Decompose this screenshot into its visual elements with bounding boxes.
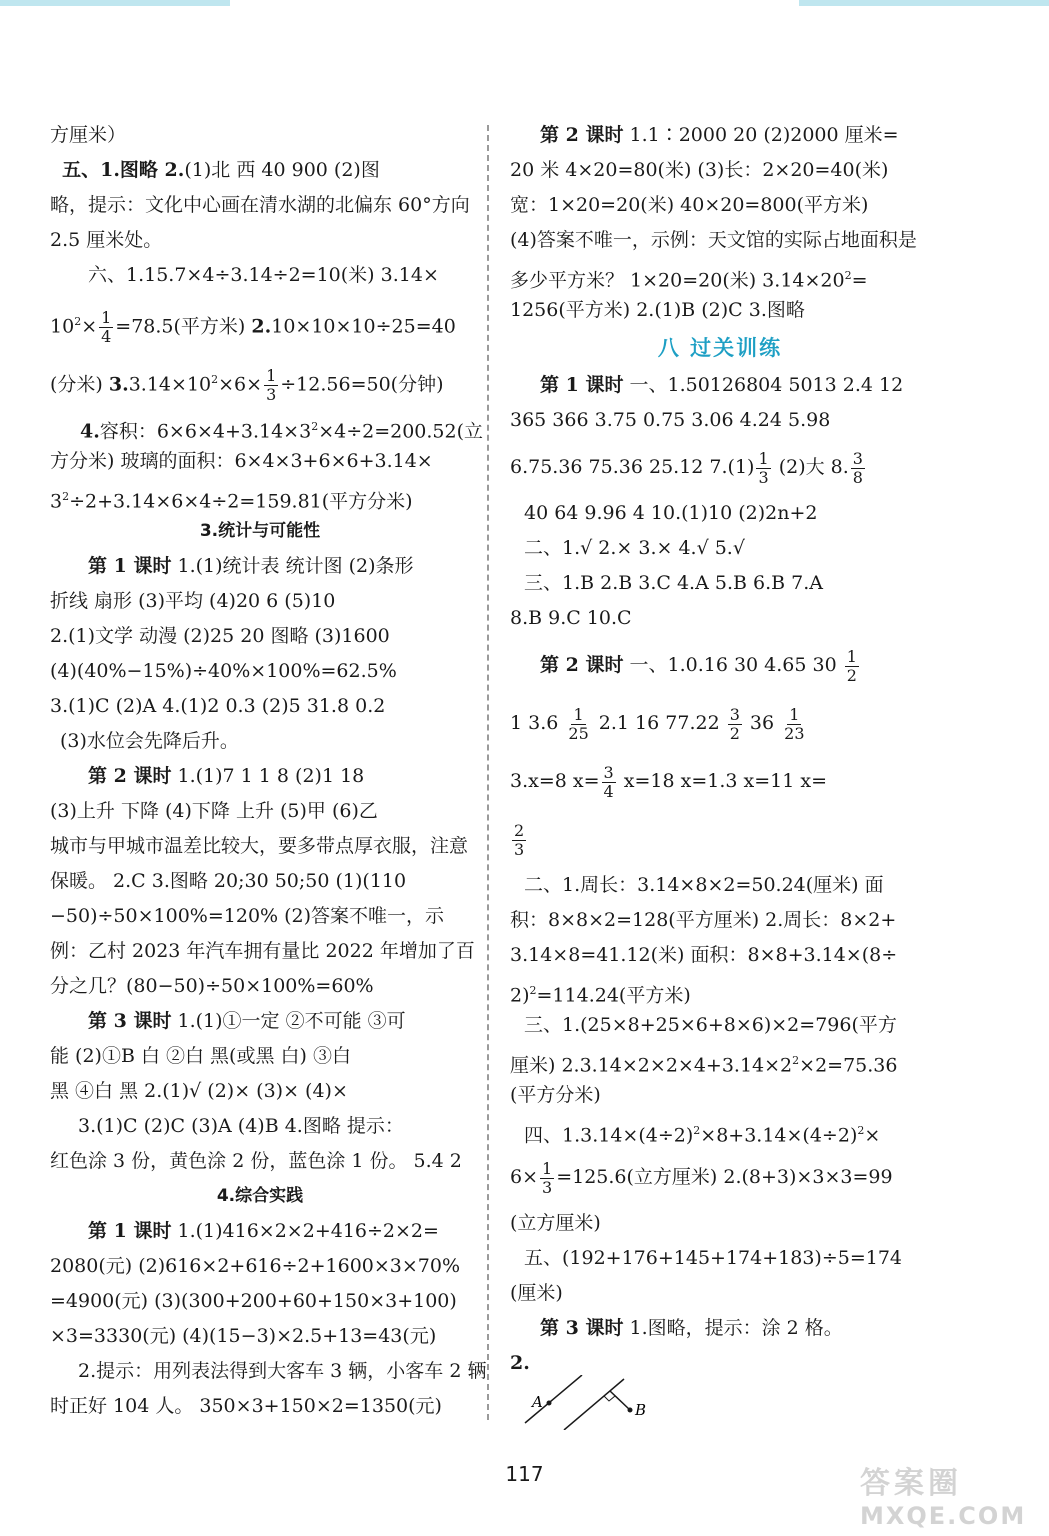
answer-text: ×2=75.36: [799, 1054, 898, 1077]
bold-label: 2.: [157, 159, 185, 181]
text-line: [50, 293, 470, 351]
lesson-label: 第 2 课时: [88, 765, 172, 787]
text-line: 2.提示：用列表法得到大客车 3 辆，小客车 2 辆: [78, 1360, 487, 1382]
answer-text: 6.75.36 75.36 25.12 7.(1): [510, 456, 755, 478]
point-a: [547, 1401, 552, 1406]
text-line: (平方分米): [510, 1084, 601, 1106]
text-line: [510, 636, 930, 694]
superscript: 2: [529, 984, 537, 997]
answer-text: =78.5(平方米): [115, 315, 252, 338]
watermark-title: 答案圈: [860, 1466, 962, 1501]
answer-text: 10: [50, 315, 75, 338]
superscript: 2: [74, 315, 82, 328]
text-line: (3)水位会先降后升。: [60, 730, 239, 752]
answer-text: =125.6(立方厘米) 2.(8+3)×3×3=99: [556, 1166, 893, 1188]
bold-label: 五、1.图略: [62, 159, 158, 181]
answer-text: 3: [50, 490, 63, 513]
answer-text: 厘米) 2.3.14×2×2×4+3.14×2: [510, 1054, 793, 1077]
text-line: 8.B 9.C 10.C: [510, 607, 632, 629]
text-line: 2.: [510, 1352, 530, 1374]
lesson-label: 第 1 课时: [88, 555, 172, 577]
fraction: $\frac{3}{2}$: [729, 704, 740, 743]
superscript: 2: [62, 490, 70, 503]
right-angle-mark: [604, 1396, 615, 1401]
point-b: [628, 1408, 633, 1413]
superscript: 2: [792, 1054, 800, 1067]
text-line: =4900(元) (3)(300+200+60+150×3+100): [50, 1290, 457, 1312]
superscript: 2: [857, 1124, 865, 1137]
text-line: ×3=3330(元) (4)(15−3)×2.5+13=43(元): [50, 1325, 437, 1347]
answer-text: =: [851, 269, 868, 292]
point-a-label: A: [532, 1393, 543, 1411]
superscript: 2: [211, 373, 219, 386]
answer-text: 1.(1)①一定 ②不可能 ③可: [171, 1010, 406, 1032]
text-line: [510, 258, 930, 293]
right-column: [510, 118, 930, 1381]
answer-text: (分米): [50, 373, 109, 396]
text-line: 365 366 3.75 0.75 3.06 4.24 5.98: [510, 409, 831, 431]
text-line: [50, 479, 470, 514]
answer-text: 36: [743, 712, 781, 734]
section-heading: 3.统计与可能性: [199, 521, 321, 541]
text-line: (4)答案不唯一，示例：天文馆的实际占地面积是: [510, 229, 917, 251]
text-line: [510, 1148, 930, 1206]
text-line: [50, 1214, 470, 1249]
left-column: [50, 118, 487, 1424]
text-line: (立方厘米): [510, 1212, 601, 1234]
text-line: 保暖。 2.C 3.图略 20;30 50;50 (1)(110: [50, 870, 407, 892]
answer-text: 四、1.3.14×(4÷2): [524, 1124, 694, 1147]
superscript: 2: [311, 420, 319, 433]
top-decoration-bar-left: [0, 0, 230, 6]
superscript: 2: [693, 1124, 701, 1137]
lesson-label: 第 1 课时: [540, 374, 624, 396]
answer-text: =114.24(平方米): [536, 984, 691, 1007]
fraction: $\frac{3}{8}$: [852, 448, 863, 487]
text-line: [50, 1004, 470, 1039]
text-line: 折线 扇形 (3)平均 (4)20 6 (5)10: [50, 590, 336, 612]
text-line: [50, 409, 484, 444]
answer-text: ×: [81, 315, 98, 338]
answer-text: x=18 x=1.3 x=11 x=: [617, 770, 827, 792]
point-b-label: B: [635, 1401, 647, 1419]
text-line: [510, 973, 930, 1008]
text-line: [510, 1043, 930, 1078]
text-line: 积：8×8×2=128(平方厘米) 2.周长：8×2+: [510, 909, 897, 931]
lesson-label: 第 1 课时: [88, 1220, 172, 1242]
text-line: 2080(元) (2)616×2+616÷2+1600×3×70%: [50, 1255, 461, 1277]
text-line: [510, 438, 930, 496]
page-number: 117: [505, 1462, 544, 1486]
text-line: 方厘米）: [50, 124, 127, 146]
fraction: $\frac{1}{3}$: [266, 365, 277, 404]
text-line: [50, 759, 470, 794]
watermark-url: MXQE.COM: [860, 1502, 1027, 1530]
top-decoration-bar-right: [799, 0, 1049, 6]
answer-text: (2)大 8.: [772, 456, 849, 478]
text-line: [510, 368, 930, 403]
chapter-heading: 八 过关训练: [657, 336, 783, 360]
lesson-label: 第 2 课时: [540, 654, 624, 676]
text-line: 红色涂 3 份，黄色涂 2 份，蓝色涂 1 份。 5.4 2: [50, 1150, 462, 1172]
text-line: [510, 1113, 930, 1148]
answer-text: ×: [864, 1124, 881, 1147]
answer-text: (1)北 西 40 900 (2)图: [184, 159, 380, 181]
text-line: 能 (2)①B 白 ②白 黑(或黑 白) ③白: [50, 1045, 351, 1067]
answer-text: 2.1 16 77.22: [592, 712, 726, 734]
text-line: (4)(40%−15%)÷40%×100%=62.5%: [50, 660, 397, 682]
answer-text: 1 3.6: [510, 712, 565, 734]
text-line: 宽：1×20=20(米) 40×20=800(平方米): [510, 194, 869, 216]
text-line: 2.(1)文学 动漫 (2)25 20 图略 (3)1600: [50, 625, 390, 647]
text-line: 三、1.B 2.B 3.C 4.A 5.B 6.B 7.A: [524, 572, 823, 594]
text-line: (3)上升 下降 (4)下降 上升 (5)甲 (6)乙: [50, 800, 378, 822]
answer-text: 1.(1)统计表 统计图 (2)条形: [171, 555, 414, 577]
answer-text: 10×10×10÷25=40: [271, 315, 456, 338]
bold-label: 3.: [108, 373, 129, 396]
text-line: 20 米 4×20=80(米) (3)长：2×20=40(米): [510, 159, 889, 181]
answer-text: 1.1∶2000 20 (2)2000 厘米=: [623, 124, 899, 146]
answer-text: 一、1.50126804 5013 2.4 12: [623, 374, 904, 396]
fraction: $\frac{3}{4}$: [603, 762, 614, 801]
fraction: $\frac{1}{25}$: [568, 704, 589, 743]
lesson-label: 第 3 课时: [88, 1010, 172, 1032]
text-line: 1256(平方米) 2.(1)B (2)C 3.图略: [510, 299, 805, 321]
answer-text: 1.图略，提示：涂 2 格。: [623, 1317, 843, 1339]
answer-text: ×6×: [218, 373, 263, 396]
parallel-lines-diagram: [520, 1375, 670, 1430]
answer-text: ×4÷2=200.52(立: [318, 420, 484, 443]
answer-text: 3.x=8 x=: [510, 770, 600, 792]
text-line: [50, 351, 470, 409]
answer-text: ×8+3.14×(4÷2): [700, 1124, 858, 1147]
text-line: [510, 1311, 930, 1346]
text-line: 时正好 104 人。 350×3+150×2=1350(元): [50, 1395, 442, 1417]
text-line: 二、1.√ 2.× 3.× 4.√ 5.√: [524, 537, 745, 559]
text-line: 3.(1)C (2)A 4.(1)2 0.3 (2)5 31.8 0.2: [50, 695, 386, 717]
perpendicular-segment: [610, 1391, 630, 1410]
answer-text: 1.(1)7 1 1 8 (2)1 18: [171, 765, 365, 787]
fraction: $\frac{1}{3}$: [758, 448, 769, 487]
text-line: [510, 694, 930, 752]
answer-text: 多少平方米？ 1×20=20(米) 3.14×20: [510, 269, 845, 292]
text-line: [510, 118, 930, 153]
text-line: 三、1.(25×8+25×6+8×6)×2=796(平方: [524, 1014, 897, 1036]
text-line: 3.(1)C (2)C (3)A (4)B 4.图略 提示：: [78, 1115, 404, 1137]
text-line: (厘米): [510, 1282, 563, 1304]
fraction: $\frac{2}{3}$: [514, 820, 525, 859]
text-line: 黑 ④白 黑 2.(1)√ (2)× (3)× (4)×: [50, 1080, 348, 1102]
text-line: 略，提示：文化中心画在清水湖的北偏东 60°方向: [50, 194, 470, 216]
answer-text: 容积：6×6×4+3.14×3: [99, 420, 312, 443]
answer-text: 6×: [510, 1166, 539, 1188]
lesson-label: 第 3 课时: [540, 1317, 624, 1339]
fraction: $\frac{1}{23}$: [784, 704, 805, 743]
answer-text: 3.14×10: [128, 373, 212, 396]
text-line: −50)÷50×100%=120% (2)答案不唯一，示: [50, 905, 445, 927]
answer-text: 一、1.0.16 30 4.65 30: [623, 654, 843, 676]
text-line: 3.14×8=41.12(米) 面积：8×8+3.14×(8÷: [510, 944, 898, 966]
text-line: 方分米) 玻璃的面积：6×4×3+6×6+3.14×: [50, 450, 433, 472]
answer-text: 2): [510, 984, 530, 1007]
column-divider: [487, 125, 489, 1420]
watermark-logo: [860, 1458, 1035, 1530]
text-line: 2.5 厘米处。: [50, 229, 163, 251]
text-line: [50, 153, 470, 188]
fraction: $\frac{1}{4}$: [101, 307, 112, 346]
text-line: 五、(192+176+145+174+183)÷5=174: [524, 1247, 903, 1269]
bold-label: 4.: [80, 420, 100, 443]
section-heading: 4.综合实践: [216, 1186, 304, 1206]
text-line: [50, 549, 470, 584]
answer-text: 1.(1)416×2×2+416÷2×2=: [171, 1220, 439, 1242]
text-line: [510, 810, 930, 868]
text-line: 40 64 9.96 4 10.(1)10 (2)2n+2: [524, 502, 818, 524]
parallel-line-right: [564, 1379, 624, 1430]
text-line: 例：乙村 2023 年汽车拥有量比 2022 年增加了百: [50, 940, 475, 962]
fraction: $\frac{1}{2}$: [846, 646, 857, 685]
fraction: $\frac{1}{3}$: [542, 1158, 553, 1197]
text-line: 二、1.周长：3.14×8×2=50.24(厘米) 面: [524, 874, 884, 896]
answer-text: ÷2+3.14×6×4÷2=159.81(平方分米): [69, 490, 413, 513]
bold-label: 2.: [251, 315, 272, 338]
text-line: 城市与甲城市温差比较大，要多带点厚衣服，注意: [50, 835, 469, 857]
text-line: [510, 752, 930, 810]
text-line: 六、1.15.7×4÷3.14÷2=10(米) 3.14×: [88, 264, 439, 286]
answer-text: ÷12.56=50(分钟): [280, 373, 444, 396]
text-line: 分之几？(80−50)÷50×100%=60%: [50, 975, 374, 997]
lesson-label: 第 2 课时: [540, 124, 624, 146]
superscript: 2: [844, 269, 852, 282]
